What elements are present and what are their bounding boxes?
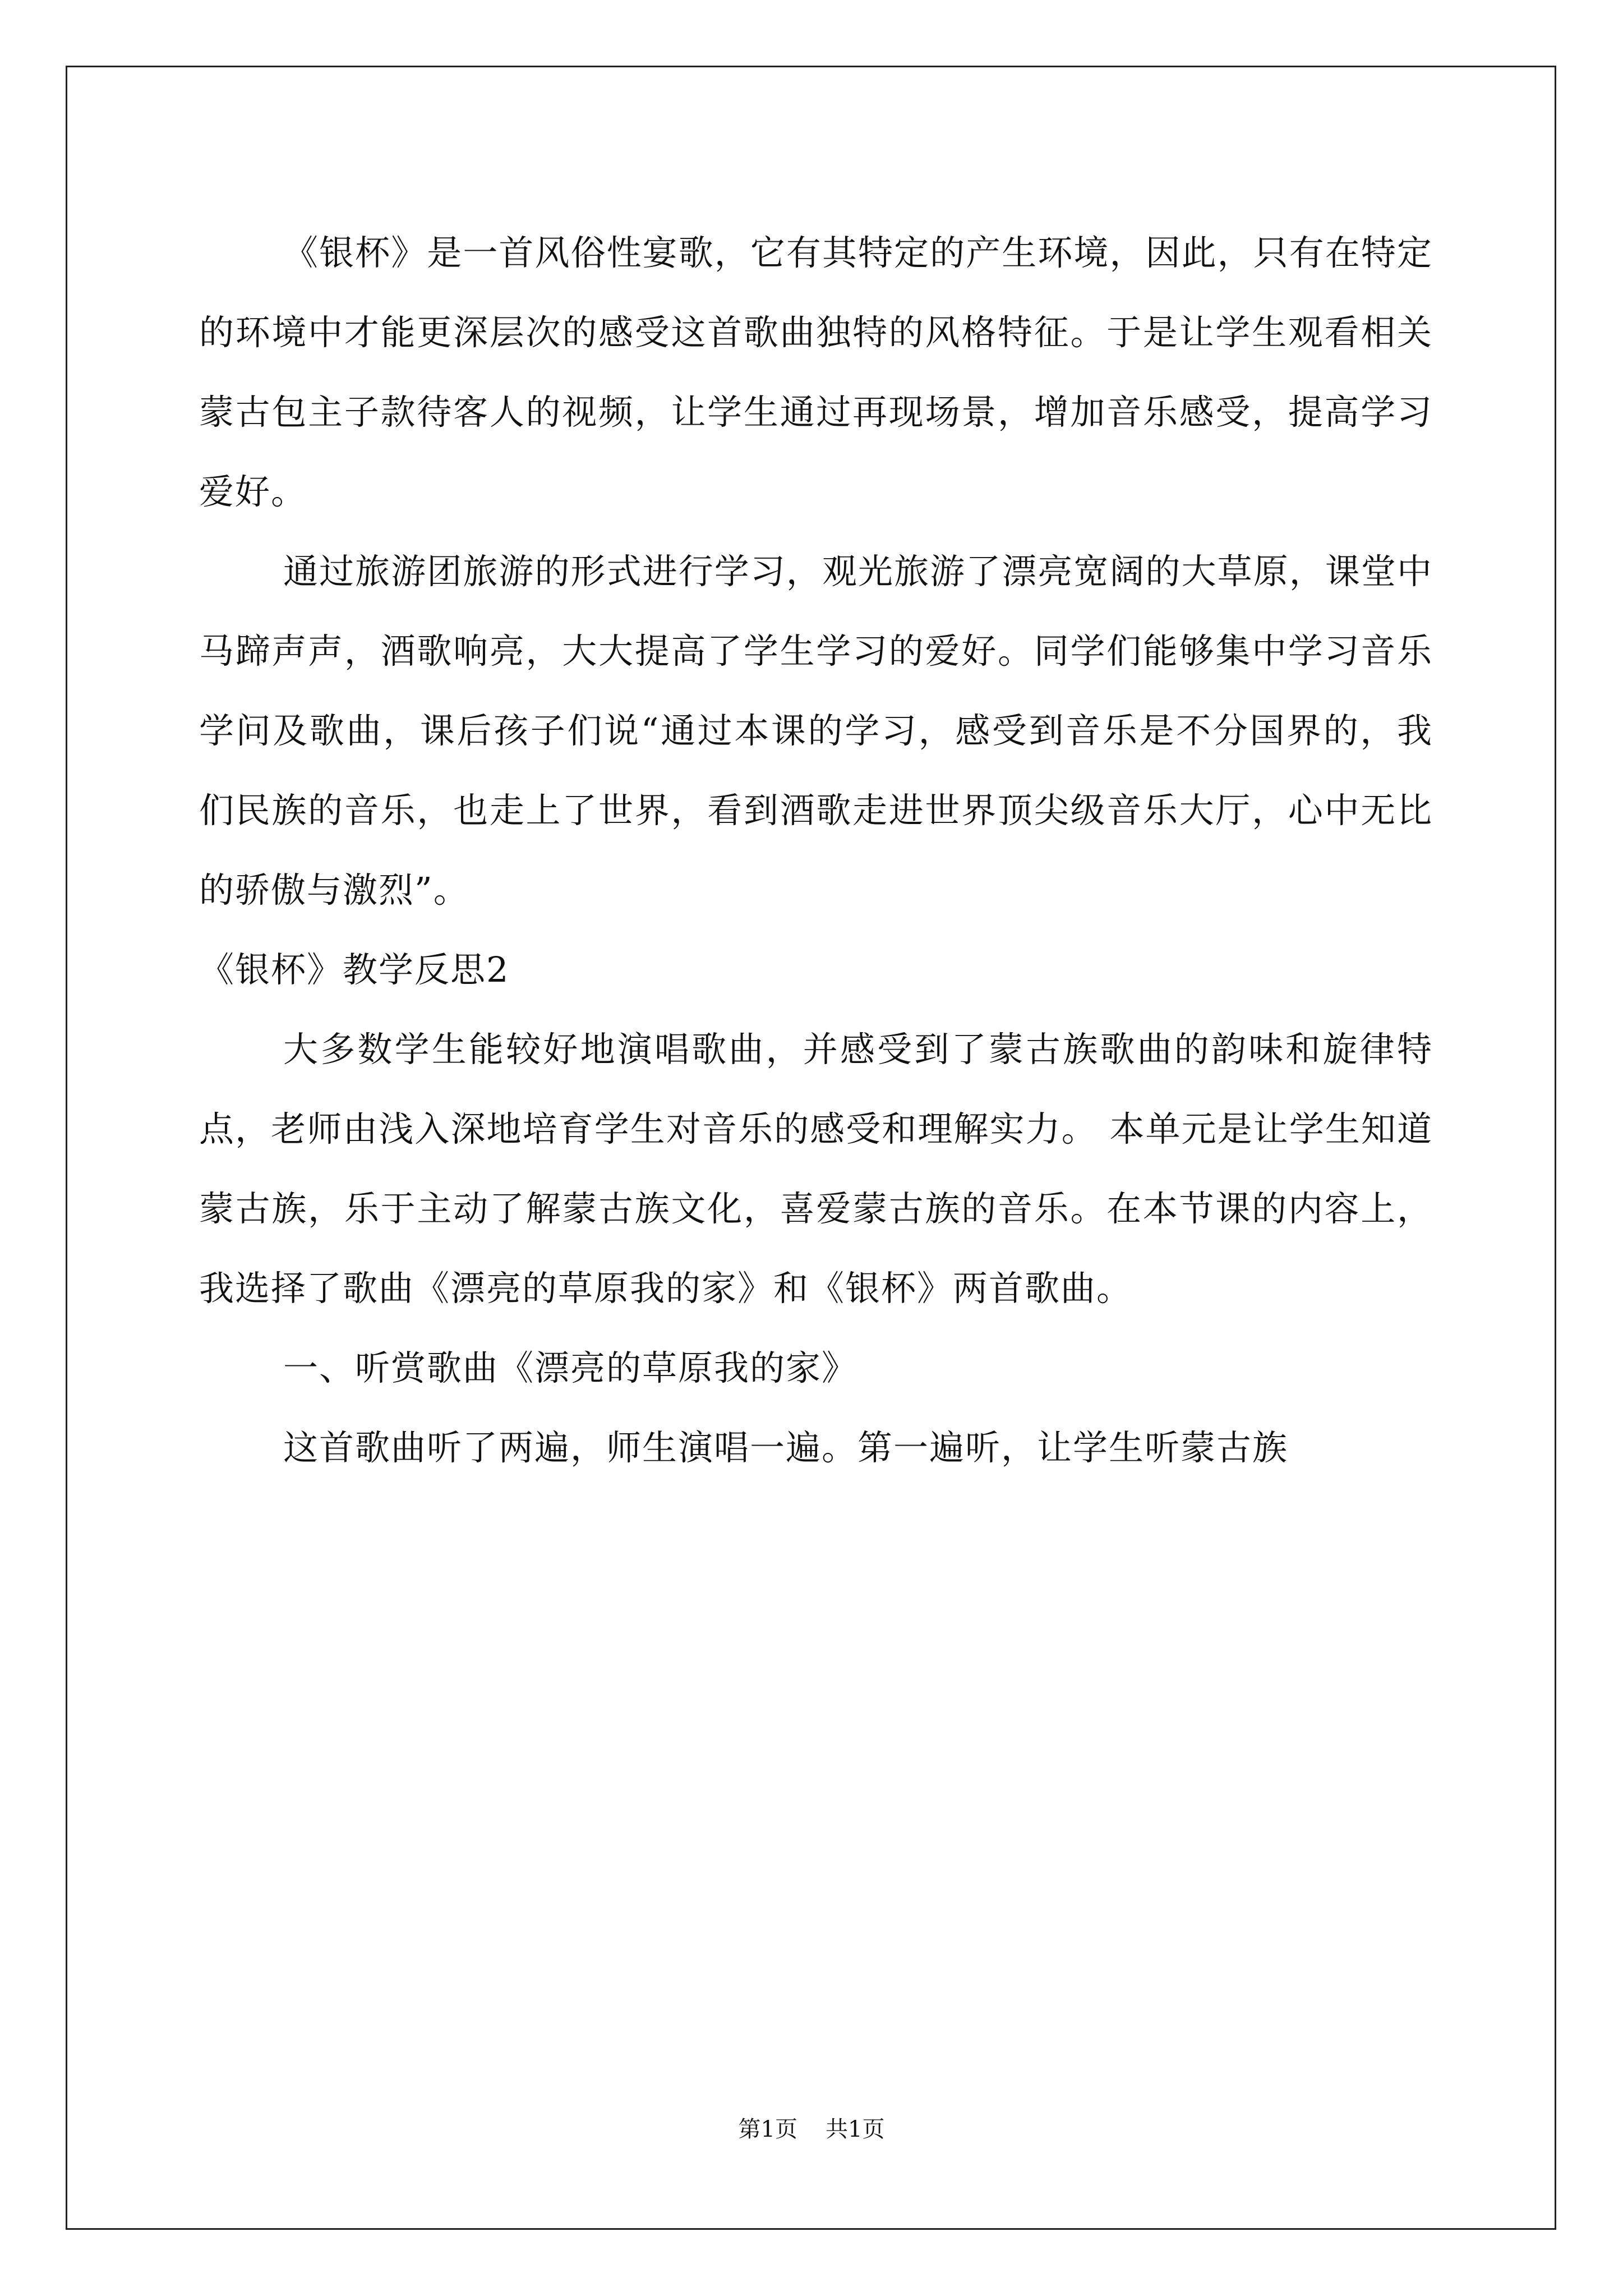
paragraph-1: 《银杯》是一首风俗性宴歌，它有其特定的产生环境，因此，只有在特定的环境中才能更深层次的感受这首歌曲独特的风格特征。于是让学生观看相关蒙古包主子款待客人的视频，让学生通过再现场景，增加音乐感受，提高学习爱好。: [199, 232, 1433, 512]
paragraph-2: 通过旅游团旅游的形式进行学习，观光旅游了漂亮宽阔的大草原，课堂中马蹄声声，酒歌响亮，大大提高了学生学习的爱好。同学们能够集中学习音乐学问及歌曲，课后孩子们说“通过本课的学习，感受到音乐是不分国界的，我们民族的音乐，也走上了世界，看到酒歌走进世界顶尖级音乐大厅，心中无比的骄傲与激烈”。: [199, 551, 1433, 910]
section-heading: 《银杯》教学反思2: [199, 949, 510, 990]
paragraph-4: 一、听赏歌曲《漂亮的草原我的家》: [283, 1347, 858, 1388]
paragraph-3: 大多数学生能较好地演唱歌曲，并感受到了蒙古族歌曲的韵味和旋律特点，老师由浅入深地培育学生对音乐的感受和理解实力。 本单元是让学生知道蒙古族，乐于主动了解蒙古族文化，喜爱蒙古族的音乐。在本节课的内容上，我选择了歌曲《漂亮的草原我的家》和《银杯》两首歌曲。: [199, 1029, 1433, 1309]
page-number: 第1页: [738, 2116, 797, 2142]
paragraph-5: 这首歌曲听了两遍，师生演唱一遍。第一遍听，让学生听蒙古族: [283, 1427, 1289, 1468]
document-body: [199, 213, 1433, 1488]
page-footer: [0, 2111, 1623, 2143]
page-total: 共1页: [826, 2116, 885, 2142]
